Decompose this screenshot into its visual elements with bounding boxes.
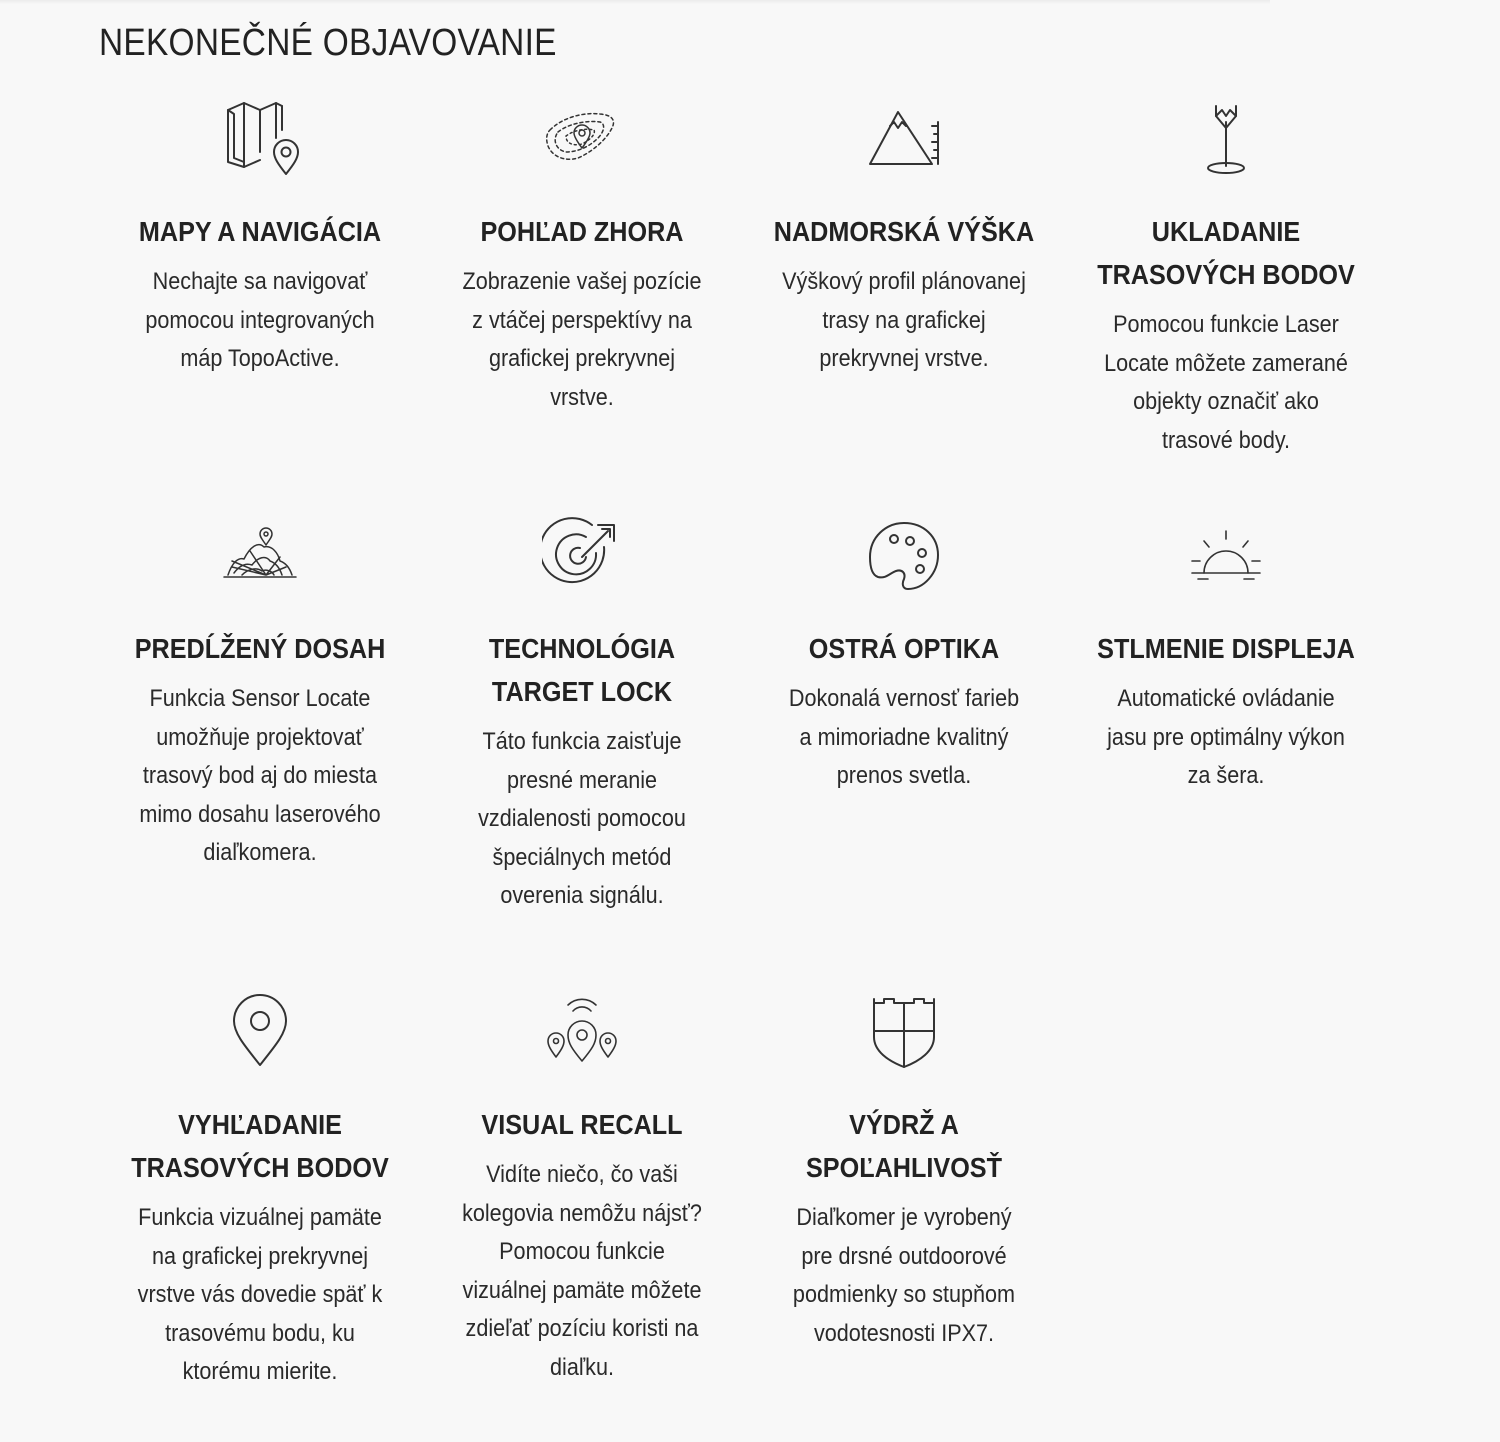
feature-description: Funkcia vizuálnej pamäte na grafickej prekryvnej vrstve vás dovedie späť k trasovému bodu, ku ktorému mierite. xyxy=(137,1204,383,1385)
feature-card-optics xyxy=(754,517,1054,796)
feature-card-maps xyxy=(110,100,410,379)
feature-card-altitude xyxy=(754,100,1054,379)
feature-card-display-dimming xyxy=(1076,517,1376,796)
page-title: NEKONEČNÉ OBJAVOVANIE xyxy=(99,22,557,64)
feature-description: Nechajte sa navigovať pomocou integrovaných máp TopoActive. xyxy=(145,268,375,372)
mountain-altitude-icon xyxy=(864,100,944,180)
feature-card-extended-range xyxy=(110,517,410,873)
arrow-waypoint-icon xyxy=(1186,100,1266,180)
map-pin-icon xyxy=(220,100,300,180)
feature-card-top-view xyxy=(432,100,732,417)
feature-description: Funkcia Sensor Locate umožňuje projektovať trasový bod aj do miesta mimo dosahu laserového diaľkomera. xyxy=(139,685,381,866)
feature-title: VÝDRŽ A SPOĽAHLIVOSŤ xyxy=(805,1109,1003,1183)
feature-card-target-lock xyxy=(432,517,732,916)
extended-range-icon xyxy=(220,517,300,597)
feature-title: VYHĽADANIE TRASOVÝCH BODOV xyxy=(131,1109,389,1183)
shield-icon xyxy=(864,993,944,1073)
palette-icon xyxy=(864,517,944,597)
feature-title: MAPY A NAVIGÁCIA xyxy=(138,216,382,247)
feature-description: Zobrazenie vašej pozície z vtáčej perspektívy na grafickej prekryvnej vrstve. xyxy=(462,268,702,411)
feature-description: Diaľkomer je vyrobený pre drsné outdoorové podmienky so stupňom vodotesnosti IPX7. xyxy=(792,1204,1016,1347)
feature-description: Výškový profil plánovanej trasy na grafickej prekryvnej vrstve. xyxy=(782,268,1026,372)
feature-description: Vidíte niečo, čo vaši kolegovia nemôžu nájsť? Pomocou funkcie vizuálnej pamäte môžete zdieľať pozíciu koristi na diaľku. xyxy=(462,1161,702,1381)
feature-description: Táto funkcia zaisťuje presné meranie vzdialenosti pomocou špeciálnych metód overenia signálu. xyxy=(478,728,686,909)
feature-title: OSTRÁ OPTIKA xyxy=(808,633,1000,664)
feature-title: TECHNOLÓGIA TARGET LOCK xyxy=(488,633,676,707)
topo-view-icon xyxy=(542,100,622,180)
feature-card-durability xyxy=(754,993,1054,1353)
feature-title: VISUAL RECALL xyxy=(481,1109,683,1140)
feature-title: UKLADANIE TRASOVÝCH BODOV xyxy=(1097,216,1355,290)
feature-card-save-waypoints xyxy=(1076,100,1376,460)
feature-card-visual-recall xyxy=(432,993,732,1387)
feature-title: PREDĹŽENÝ DOSAH xyxy=(134,633,386,664)
target-lock-icon xyxy=(542,517,622,597)
visual-recall-icon xyxy=(542,993,622,1073)
feature-title: POHĽAD ZHORA xyxy=(480,216,684,247)
feature-description: Dokonalá vernosť farieb a mimoriadne kvalitný prenos svetla. xyxy=(788,685,1020,789)
feature-title: NADMORSKÁ VÝŠKA xyxy=(773,216,1035,247)
top-divider xyxy=(0,0,1270,4)
feature-description: Automatické ovládanie jasu pre optimálny výkon za šera. xyxy=(1107,685,1345,789)
feature-description: Pomocou funkcie Laser Locate môžete zamerané objekty označiť ako trasové body. xyxy=(1104,311,1348,454)
feature-title: STLMENIE DISPLEJA xyxy=(1097,633,1355,664)
feature-card-find-waypoints xyxy=(110,993,410,1392)
location-pin-icon xyxy=(220,993,300,1073)
sunset-icon xyxy=(1186,517,1266,597)
